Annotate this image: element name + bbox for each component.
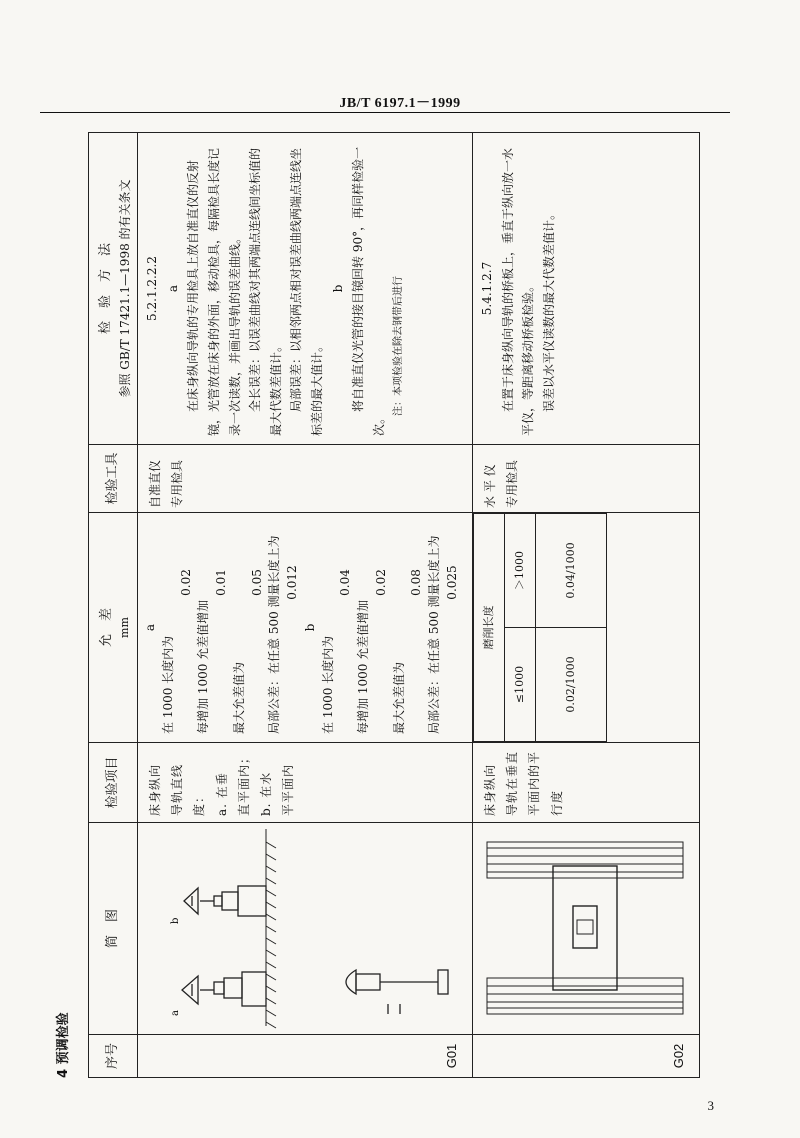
- tolerance-value: 0.04: [338, 569, 353, 596]
- tolerance-line: b: [302, 623, 317, 632]
- method-g02: [473, 133, 700, 445]
- method-g01: [138, 133, 473, 445]
- col-item-header: 检验项目: [89, 743, 138, 823]
- tolerance-unit: mm: [117, 617, 131, 638]
- tolerance-value: 0.02: [178, 569, 193, 596]
- tolerance-title: 允 差: [98, 608, 114, 648]
- method-line: 局部误差：以相邻两点相对误差曲线两端点连线坐标差的最大值计。: [289, 147, 324, 436]
- check-item-g02: 床身纵向 导轨在垂直 平面内的平 行度: [473, 743, 700, 823]
- row-number-g02: G02: [473, 1035, 700, 1078]
- tools-g01: 自准直仪 专用检具: [138, 445, 473, 513]
- tolerance-line: 局部公差：在任意 500 测量长度上为: [427, 535, 441, 734]
- tolerance-value: 0.025: [444, 565, 459, 600]
- tolerance-g01: [138, 513, 473, 743]
- inspection-table: [88, 132, 700, 1078]
- table-row-g02: [473, 133, 700, 1078]
- check-item-g01: 床身纵向 导轨直线 度： a. 在垂 直平面内； b. 在水 平平面内: [138, 743, 473, 823]
- section-title: 4 预调检验: [56, 1012, 71, 1078]
- tolerance-value: 0.02: [373, 569, 388, 596]
- tolerance-line: 最大允差值为: [231, 661, 246, 734]
- tolerance-value: 0.08: [409, 569, 424, 596]
- method-line: 将自准直仪光管的接目镜回转 90°，再同样检验一次。: [351, 146, 386, 436]
- method-line: 在床身纵向导轨的专用检具上放自准直仪的反射镜，光管放在床身的外面，移动检具，每隔检具长度记录一次读数，并画出导轨的误差曲线。: [186, 147, 242, 436]
- col-figure-header: 简 图: [89, 823, 138, 1035]
- page-number: 3: [707, 1098, 714, 1113]
- tolerance-value: 0.01: [214, 569, 228, 596]
- tolerance-line: 最大允差值为: [391, 661, 406, 734]
- row-number-g01: G01: [138, 1035, 473, 1078]
- col-method-header: [89, 133, 138, 445]
- method-line: b: [330, 284, 345, 293]
- tolerance-value: 0.05: [249, 569, 264, 596]
- col-tool-header: 检验工具: [89, 445, 138, 513]
- tolerance-line: a: [143, 623, 157, 632]
- method-note: 注：本项检验在除去钢带后进行: [392, 276, 404, 416]
- col-tolerance-header: [89, 513, 138, 743]
- table-header-row: [89, 133, 138, 1078]
- method-clause: 5.2.1.2.2.2: [145, 256, 159, 321]
- tolerance-line: 每增加 1000 允差值增加: [196, 599, 211, 734]
- figure-g02: [473, 823, 700, 1035]
- header-rule: [40, 112, 730, 113]
- tolerance-value: 0.012: [285, 565, 299, 600]
- grinding-length-header: 磨削长度: [474, 514, 505, 742]
- grinding-length-table: [473, 513, 607, 742]
- method-title: 检 验 方 法: [97, 243, 113, 335]
- straightness-setup-diagram: [138, 822, 468, 1034]
- figure-g01: [138, 823, 473, 1035]
- grinding-length-value-2: 0.04/1000: [536, 514, 607, 628]
- tolerance-line: 在 1000 长度内为: [320, 635, 335, 734]
- method-clause: 5.4.1.2.7: [480, 261, 494, 316]
- tolerance-g02: [473, 513, 700, 743]
- method-line: 误差以水平仪读数的最大代数差值计。: [541, 207, 556, 412]
- tolerance-line: 局部公差：在任意 500 测量长度上为: [267, 535, 282, 734]
- table-row-g01: [138, 133, 473, 1078]
- method-line: 全长误差：以误差曲线对其两端点连线间坐标值的最大代数差值计。: [248, 147, 283, 436]
- grinding-length-range-2: ＞1000: [505, 514, 536, 628]
- figure-label-a: a: [170, 1010, 181, 1016]
- parallelism-setup-diagram: [473, 822, 695, 1034]
- rotated-inspection-table-block: [56, 133, 700, 1078]
- method-line: a: [165, 284, 180, 293]
- method-line: 在置于床身纵向导轨的桥板上，垂直于纵向放一水平仪，等距离移动桥板检验。: [500, 147, 536, 436]
- col-no-header: 序号: [89, 1035, 138, 1078]
- figure-label-b: b: [170, 917, 181, 924]
- tools-g02: 水 平 仪 专用检具: [473, 445, 700, 513]
- standard-code-header: JB/T 6197.1－1999: [339, 96, 461, 111]
- tolerance-line: 在 1000 长度内为: [160, 635, 175, 734]
- tolerance-line: 每增加 1000 允差值增加: [356, 599, 370, 734]
- method-reference: 参照 GB/T 17421.1—1998 的有关条文: [117, 179, 132, 398]
- grinding-length-range-1: ≤1000: [505, 628, 536, 742]
- grinding-length-value-1: 0.02/1000: [536, 628, 607, 742]
